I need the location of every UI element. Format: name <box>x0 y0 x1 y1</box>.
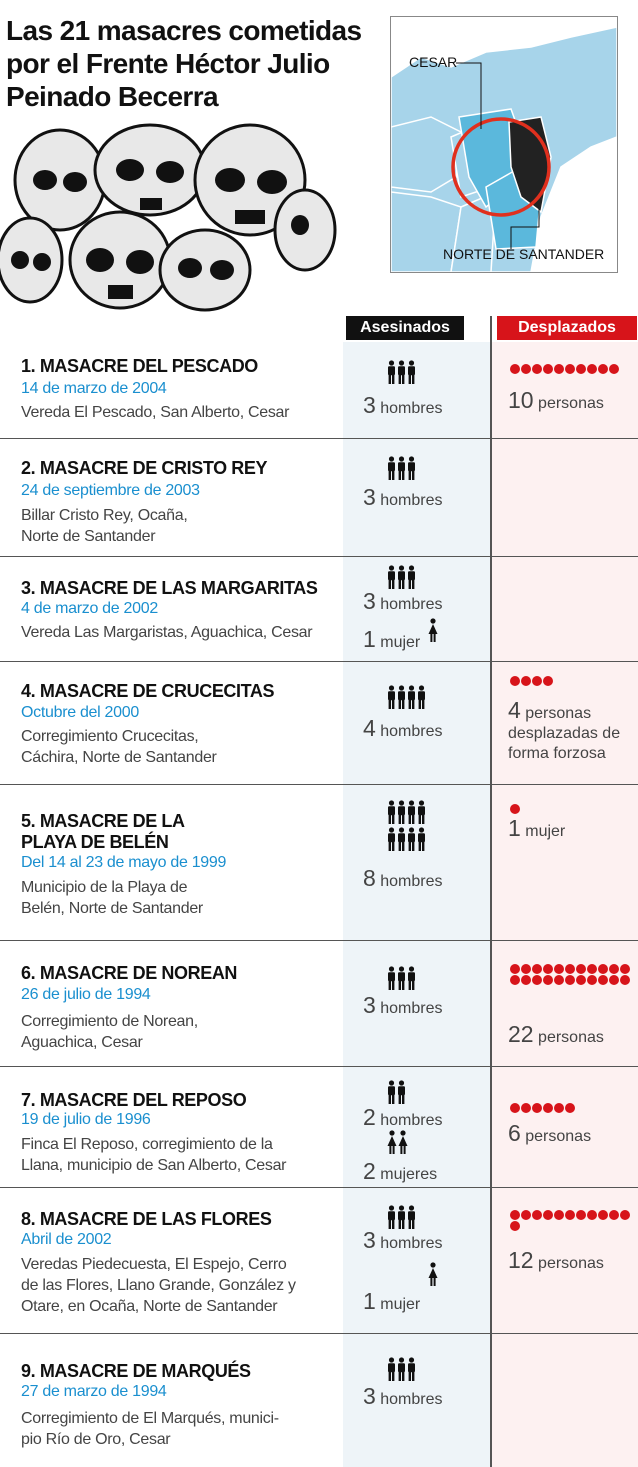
displaced-count-number: 1 <box>508 815 521 841</box>
column-header-asesinados: Asesinados <box>346 316 464 340</box>
man-icon <box>387 685 396 709</box>
massacre-date: 14 de marzo de 2004 <box>21 380 167 397</box>
displaced-count-unit: personas <box>533 1255 604 1272</box>
man-icon <box>397 565 406 589</box>
displaced-dot <box>510 1103 520 1113</box>
displaced-dot <box>620 1210 630 1220</box>
men-icons <box>387 966 416 990</box>
massacre-title: 3. MASACRE DE LAS MARGARITAS <box>21 578 318 598</box>
men-count-number: 3 <box>363 484 376 510</box>
man-icon <box>397 800 406 824</box>
man-icon <box>387 800 396 824</box>
massacre-place: Corregimiento Crucecitas, Cáchira, Norte de Santander <box>21 728 217 766</box>
man-icon <box>407 966 416 990</box>
massacre-place: Corregimiento de Norean, Aguachica, Cesar <box>21 1013 198 1051</box>
women-count-unit: mujeres <box>375 1166 438 1183</box>
displaced-dot <box>532 1210 542 1220</box>
displaced-dot <box>521 1103 531 1113</box>
displaced-dot <box>521 676 531 686</box>
men-icons <box>387 1205 416 1229</box>
men-count-unit: hombres <box>375 1391 443 1408</box>
massacre-date: 26 de julio de 1994 <box>21 986 151 1003</box>
women-icons <box>428 618 438 642</box>
women-icons <box>387 1130 408 1154</box>
men-count <box>363 715 443 742</box>
massacre-place: Vereda Las Margaristas, Aguachica, Cesar <box>21 624 313 641</box>
displaced-dot <box>543 364 553 374</box>
displaced-dot <box>543 964 553 974</box>
woman-icon <box>387 1130 397 1154</box>
displaced-dot <box>521 975 531 985</box>
men-icons <box>387 456 416 480</box>
displaced-dot <box>510 364 520 374</box>
displaced-dots <box>510 1103 636 1113</box>
displaced-dot <box>510 975 520 985</box>
displaced-dot <box>587 975 597 985</box>
men-count <box>363 588 443 615</box>
men-icons <box>387 800 426 824</box>
displaced-dot <box>554 1103 564 1113</box>
men-count <box>363 484 443 511</box>
displaced-dot <box>510 964 520 974</box>
displaced-dot <box>554 975 564 985</box>
displaced-count <box>508 1247 633 1274</box>
displaced-dot <box>565 975 575 985</box>
displaced-count <box>508 697 633 764</box>
men-count <box>363 392 443 419</box>
displaced-dot <box>521 1210 531 1220</box>
row-divider <box>0 1066 638 1067</box>
men-count-unit: hombres <box>375 1000 443 1017</box>
displaced-dot <box>620 975 630 985</box>
man-icon <box>417 800 426 824</box>
massacre-date: 4 de marzo de 2002 <box>21 600 158 617</box>
desplazados-column-bg <box>492 342 638 1467</box>
displaced-dot <box>565 364 575 374</box>
men-count <box>363 865 443 892</box>
men-count-unit: hombres <box>375 1112 443 1129</box>
men-count-number: 3 <box>363 588 376 614</box>
men-count <box>363 1227 443 1254</box>
displaced-count-number: 6 <box>508 1120 521 1146</box>
men-count-number: 3 <box>363 1383 376 1409</box>
displaced-dot <box>609 1210 619 1220</box>
displaced-dot <box>543 1103 553 1113</box>
man-icon <box>397 1080 406 1104</box>
men-count-unit: hombres <box>375 492 443 509</box>
men-count-number: 2 <box>363 1104 376 1130</box>
men-count-unit: hombres <box>375 873 443 890</box>
man-icon <box>397 1205 406 1229</box>
row-divider <box>0 438 638 439</box>
displaced-dot <box>598 364 608 374</box>
displaced-dot <box>609 964 619 974</box>
displaced-dots <box>510 364 636 374</box>
displaced-dot <box>521 964 531 974</box>
displaced-dot <box>576 1210 586 1220</box>
displaced-dot <box>543 676 553 686</box>
displaced-dot <box>543 1210 553 1220</box>
massacre-place: Corregimiento de El Marqués, munici- pio Río de Oro, Cesar <box>21 1410 279 1448</box>
man-icon <box>397 966 406 990</box>
man-icon <box>397 456 406 480</box>
regional-map <box>390 16 618 273</box>
women-count-number: 1 <box>363 626 376 652</box>
displaced-dot <box>510 804 520 814</box>
massacre-date: Abril de 2002 <box>21 1231 112 1248</box>
women-icons <box>428 1262 438 1286</box>
woman-icon <box>428 618 438 642</box>
displaced-dots <box>510 964 636 985</box>
man-icon <box>397 1357 406 1381</box>
men-count-unit: hombres <box>375 596 443 613</box>
row-divider <box>0 940 638 941</box>
displaced-count-unit: personas <box>533 1029 604 1046</box>
massacre-place: Billar Cristo Rey, Ocaña, Norte de Santander <box>21 507 188 545</box>
massacre-title: 6. MASACRE DE NOREAN <box>21 963 238 983</box>
column-divider <box>490 316 492 1467</box>
displaced-dot <box>565 964 575 974</box>
massacre-date: 24 de septiembre de 2003 <box>21 482 200 499</box>
man-icon <box>387 966 396 990</box>
man-icon <box>387 1357 396 1381</box>
women-count-unit: mujer <box>375 634 421 651</box>
displaced-dot <box>609 975 619 985</box>
man-icon <box>397 685 406 709</box>
woman-icon <box>428 1262 438 1286</box>
woman-icon <box>398 1130 408 1154</box>
displaced-dot <box>510 1221 520 1231</box>
men-icons <box>387 1357 416 1381</box>
displaced-dot <box>532 964 542 974</box>
men-count-unit: hombres <box>375 1235 443 1252</box>
man-icon <box>407 360 416 384</box>
displaced-dot <box>532 975 542 985</box>
displaced-count <box>508 815 633 842</box>
displaced-count-number: 4 <box>508 697 521 723</box>
massacre-date: Octubre del 2000 <box>21 704 139 721</box>
displaced-dot <box>554 964 564 974</box>
column-header-desplazados: Desplazados <box>497 316 637 340</box>
displaced-dot <box>576 975 586 985</box>
massacre-date: Del 14 al 23 de mayo de 1999 <box>21 854 227 871</box>
row-divider <box>0 556 638 557</box>
massacre-title: 5. MASACRE DE LA PLAYA DE BELÉN <box>21 811 185 852</box>
massacre-date: 27 de marzo de 1994 <box>21 1383 167 1400</box>
massacre-title: 4. MASACRE DE CRUCECITAS <box>21 681 275 701</box>
displaced-dots <box>510 1210 636 1231</box>
displaced-count-number: 12 <box>508 1247 534 1273</box>
displaced-dot <box>532 364 542 374</box>
man-icon <box>407 456 416 480</box>
displaced-dot <box>598 964 608 974</box>
man-icon <box>387 565 396 589</box>
men-count-unit: hombres <box>375 723 443 740</box>
displaced-dot <box>587 364 597 374</box>
massacre-title: 2. MASACRE DE CRISTO REY <box>21 458 268 478</box>
skulls-image <box>0 110 340 315</box>
men-count-number: 4 <box>363 715 376 741</box>
map-label-cesar: CESAR <box>409 54 458 70</box>
displaced-dot <box>510 676 520 686</box>
man-icon <box>397 360 406 384</box>
displaced-count-number: 10 <box>508 387 534 413</box>
displaced-dot <box>587 964 597 974</box>
man-icon <box>387 1205 396 1229</box>
massacre-title: 1. MASACRE DEL PESCADO <box>21 356 258 376</box>
row-divider <box>0 784 638 785</box>
massacre-title: 9. MASACRE DE MARQUÉS <box>21 1361 251 1381</box>
men-count-unit: hombres <box>375 400 443 417</box>
massacre-date: 19 de julio de 1996 <box>21 1111 151 1128</box>
man-icon <box>387 360 396 384</box>
displaced-dot <box>598 1210 608 1220</box>
displaced-dots <box>510 676 636 686</box>
displaced-dots <box>510 804 636 814</box>
women-count-number: 2 <box>363 1158 376 1184</box>
men-icons <box>387 1080 406 1104</box>
massacre-title: 7. MASACRE DEL REPOSO <box>21 1090 247 1110</box>
men-count <box>363 1104 443 1131</box>
row-divider <box>0 1333 638 1334</box>
displaced-count-unit: mujer <box>520 823 566 840</box>
men-count-number: 3 <box>363 992 376 1018</box>
massacre-place: Veredas Piedecuesta, El Espejo, Cerro de las Flores, Llano Grande, González y Otare, en Ocaña, Norte de Santander <box>21 1256 296 1315</box>
row-divider <box>0 1187 638 1188</box>
man-icon <box>387 1080 396 1104</box>
man-icon <box>407 1357 416 1381</box>
massacre-title: 8. MASACRE DE LAS FLORES <box>21 1209 272 1229</box>
displaced-count <box>508 1021 633 1048</box>
displaced-dot <box>521 364 531 374</box>
men-icons <box>387 360 416 384</box>
man-icon <box>387 456 396 480</box>
displaced-dot <box>609 364 619 374</box>
men-count-number: 3 <box>363 1227 376 1253</box>
men-icons <box>387 827 426 851</box>
displaced-dot <box>510 1210 520 1220</box>
massacre-place: Municipio de la Playa de Belén, Norte de Santander <box>21 879 203 917</box>
massacre-place: Finca El Reposo, corregimiento de la Llana, municipio de San Alberto, Cesar <box>21 1136 287 1174</box>
man-icon <box>407 565 416 589</box>
man-icon <box>417 685 426 709</box>
row-divider <box>0 661 638 662</box>
displaced-dot <box>532 1103 542 1113</box>
displaced-dot <box>576 364 586 374</box>
displaced-dot <box>532 676 542 686</box>
women-count-unit: mujer <box>375 1296 421 1313</box>
women-count-number: 1 <box>363 1288 376 1314</box>
displaced-dot <box>565 1210 575 1220</box>
man-icon <box>407 685 416 709</box>
displaced-dot <box>554 364 564 374</box>
women-count <box>363 1288 420 1315</box>
women-count <box>363 626 420 653</box>
map-label-norte-de-santander: NORTE DE SANTANDER <box>443 246 605 262</box>
man-icon <box>407 1205 416 1229</box>
displaced-count-number: 22 <box>508 1021 534 1047</box>
men-count-number: 3 <box>363 392 376 418</box>
man-icon <box>397 827 406 851</box>
displaced-count <box>508 1120 633 1147</box>
man-icon <box>387 827 396 851</box>
displaced-dot <box>576 964 586 974</box>
displaced-dot <box>620 964 630 974</box>
men-count <box>363 1383 443 1410</box>
women-count <box>363 1158 437 1185</box>
man-icon <box>417 827 426 851</box>
displaced-count-unit: personas <box>520 1128 592 1145</box>
displaced-count-unit: personas desplazadas de forma forzosa <box>508 705 621 762</box>
men-icons <box>387 685 426 709</box>
man-icon <box>407 800 416 824</box>
displaced-dot <box>543 975 553 985</box>
displaced-dot <box>565 1103 575 1113</box>
men-count <box>363 992 443 1019</box>
displaced-count-unit: personas <box>533 395 604 412</box>
man-icon <box>407 827 416 851</box>
displaced-dot <box>598 975 608 985</box>
men-icons <box>387 565 416 589</box>
displaced-count <box>508 387 633 414</box>
page-title: Las 21 masacres cometidas por el Frente Héctor Julio Peinado Becerra <box>6 15 362 112</box>
displaced-dot <box>554 1210 564 1220</box>
men-count-number: 8 <box>363 865 376 891</box>
displaced-dot <box>587 1210 597 1220</box>
massacre-place: Vereda El Pescado, San Alberto, Cesar <box>21 404 290 421</box>
